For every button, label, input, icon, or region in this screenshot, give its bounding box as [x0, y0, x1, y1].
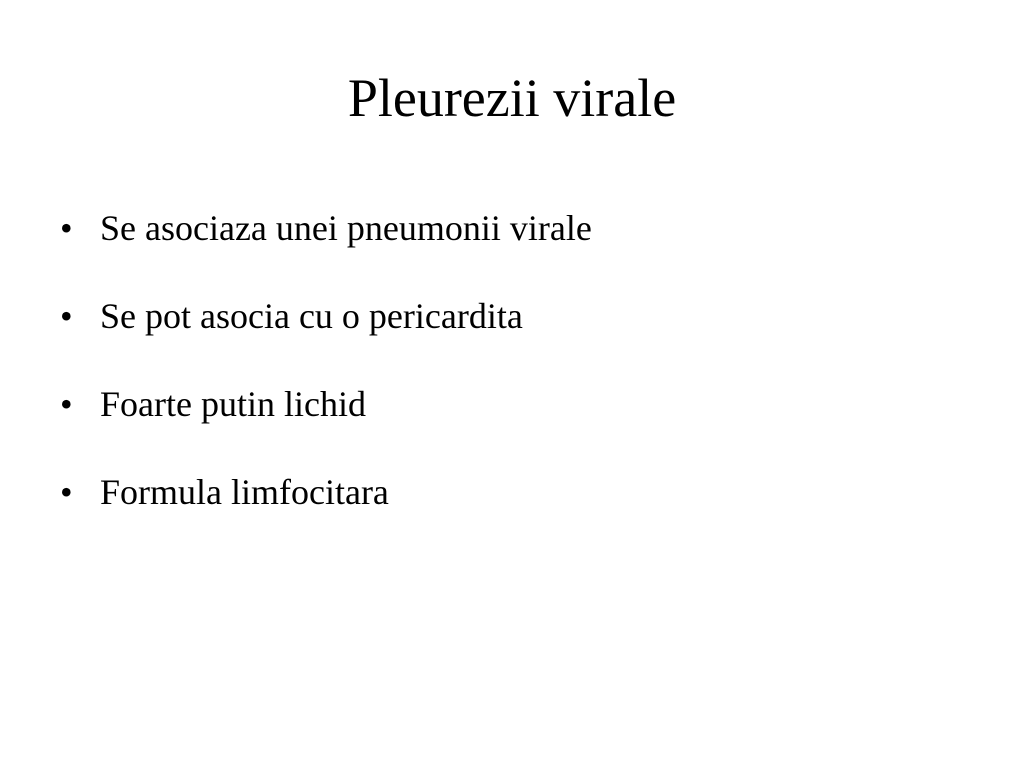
bullet-mark: •	[60, 208, 73, 248]
bullet-text: Formula limfocitara	[100, 472, 389, 512]
bullet-mark: •	[60, 296, 73, 336]
slide-title: Pleurezii virale	[347, 68, 677, 128]
bullet-list	[60, 203, 592, 555]
bullet-item	[60, 203, 592, 253]
bullet-item	[60, 467, 592, 517]
bullet-item	[60, 379, 592, 429]
bullet-mark: •	[60, 384, 73, 424]
bullet-text: Se asociaza unei pneumonii virale	[100, 208, 592, 248]
bullet-text: Se pot asocia cu o pericardita	[100, 296, 523, 336]
bullet-item	[60, 291, 592, 341]
bullet-text: Foarte putin lichid	[100, 384, 366, 424]
bullet-mark: •	[60, 472, 73, 512]
